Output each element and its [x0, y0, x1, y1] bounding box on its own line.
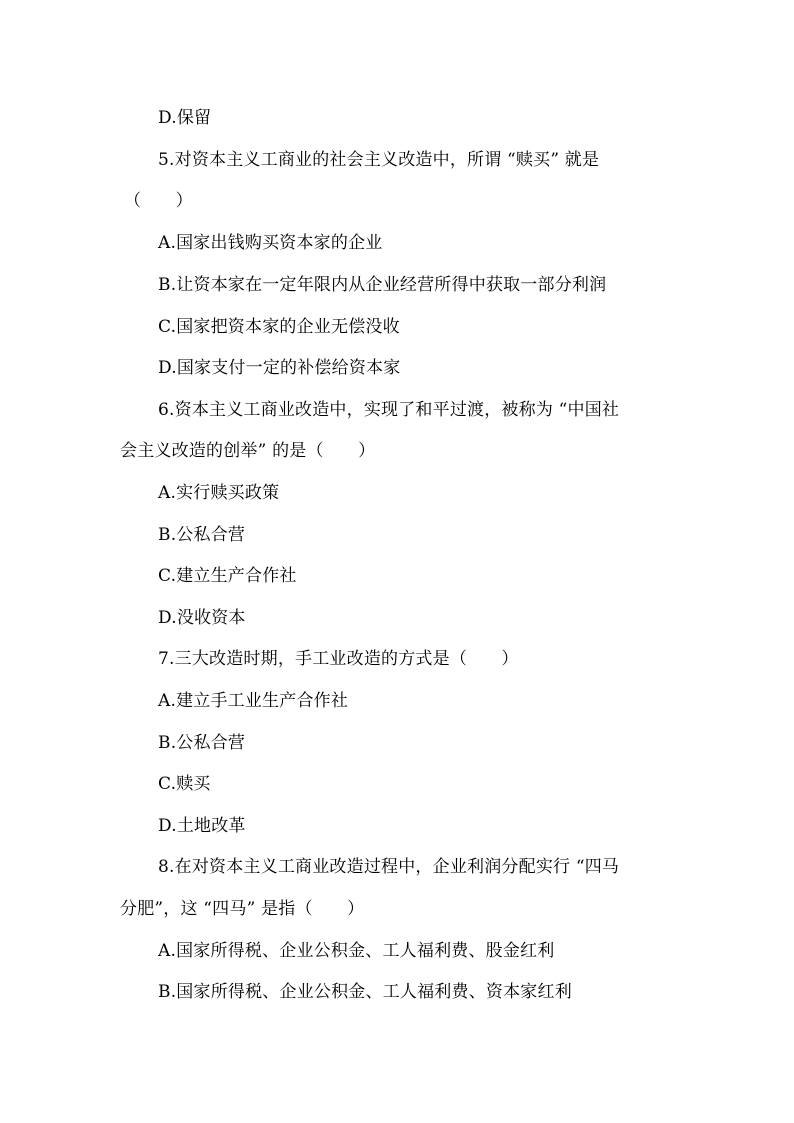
question-6-option-d: D.没收资本: [158, 608, 246, 628]
question-8-option-a: A.国家所得税、企业公积金、工人福利费、股金红利: [158, 941, 555, 961]
question-5-line-2: （ ）: [124, 191, 193, 211]
question-6-option-b: B.公私合营: [158, 525, 246, 545]
question-8-line-1: 8.在对资本主义工商业改造过程中，企业利润分配实行 “四马: [158, 857, 620, 877]
question-8-option-b: B.国家所得税、企业公积金、工人福利费、资本家红利: [158, 982, 572, 1002]
question-6-option-c: C.建立生产合作社: [158, 566, 297, 586]
question-5-option-a: A.国家出钱购买资本家的企业: [158, 233, 383, 253]
question-5-option-d: D.国家支付一定的补偿给资本家: [158, 358, 401, 378]
question-7-option-a: A.建立手工业生产合作社: [158, 691, 349, 711]
question-7: 7.三大改造时期，手工业改造的方式是（ ）: [158, 649, 519, 669]
question-6-line-1: 6.资本主义工商业改造中，实现了和平过渡，被称为 “中国社: [158, 400, 620, 420]
question-6-option-a: A.实行赎买政策: [158, 483, 280, 503]
question-7-option-c: C.赎买: [158, 774, 211, 794]
question-5-line-1: 5.对资本主义工商业的社会主义改造中，所谓 “赎买” 就是: [158, 150, 600, 170]
question-5-option-c: C.国家把资本家的企业无偿没收: [158, 317, 400, 337]
option-d-prev: D.保留: [158, 108, 212, 128]
question-8-line-2: 分肥”，这 “四马” 是指（ ）: [120, 899, 365, 919]
question-6-line-2: 会主义改造的创举” 的是（ ）: [120, 441, 376, 461]
question-7-option-b: B.公私合营: [158, 733, 246, 753]
question-7-option-d: D.土地改革: [158, 816, 246, 836]
question-5-option-b: B.让资本家在一定年限内从企业经营所得中获取一部分利润: [158, 275, 607, 295]
